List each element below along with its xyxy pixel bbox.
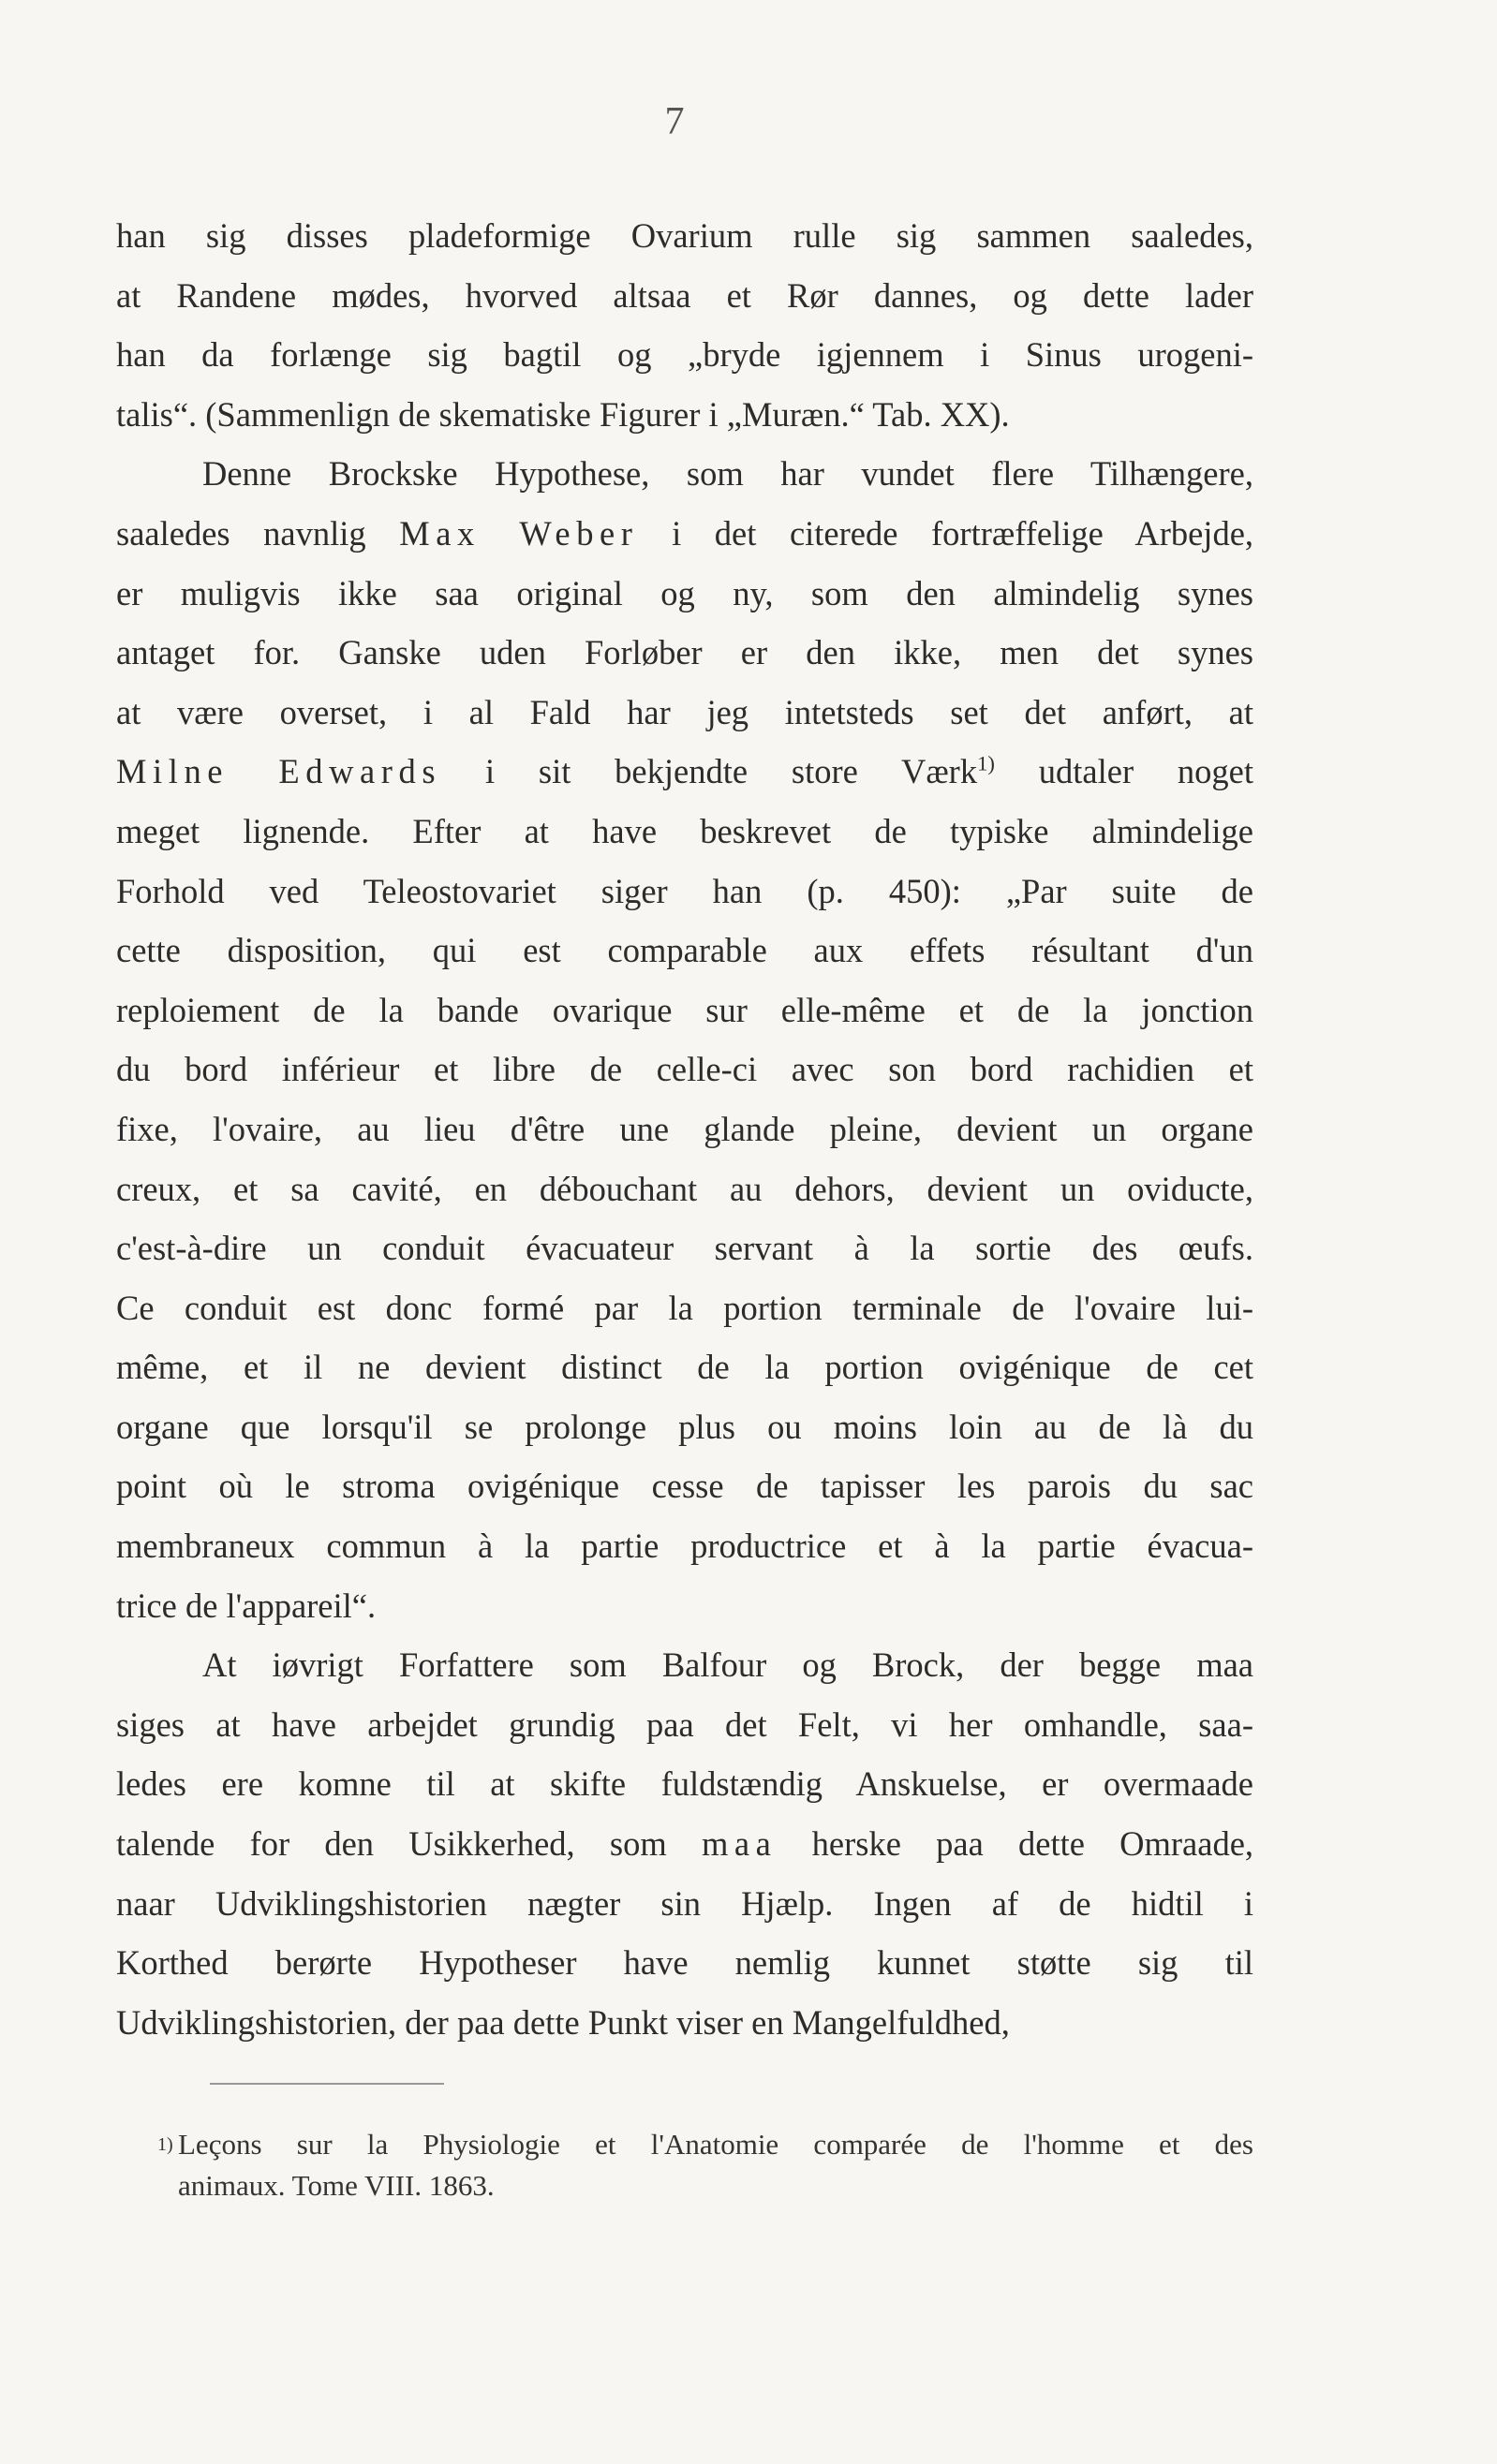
text-line: Korthed berørte Hypotheser have nemlig kunnet støtte sig til [116,1943,1253,1983]
text-fragment: saaledes navnlig [116,513,366,553]
text-line: er muligvis ikke saa original og ny, som den almindelig synes [116,573,1253,612]
text-line: Forhold ved Teleostovariet siger han (p. 450): „Par suite de [116,871,1253,910]
spaced-word: maa [701,1824,778,1864]
text-line: même, et il ne devient distinct de la portion ovigénique de cet [116,1348,1253,1387]
text-fragment: i sit bekjendte store Værk [484,752,978,791]
spaced-author-name: Max Weber [399,513,639,553]
text-line-with-name [116,504,1253,564]
text-line: siges at have arbejdet grundig paa det Felt, vi her omhandle, saa- [116,1704,1253,1744]
text-line: organe que lorsqu'il se prolonge plus ou moins loin au de là du [116,1407,1253,1446]
text-line: trice de l'appareil“. [116,1586,377,1625]
text-line: meget lignende. Efter at have beskrevet de typiske almindelige [116,811,1253,850]
text-line: At iøvrigt Forfattere som Balfour og Brock, der begge maa [202,1645,1253,1685]
text-line: creux, et sa cavité, en débouchant au dehors, devient un oviducte, [116,1169,1253,1208]
text-fragment: talende for den Usikkerhed, som [116,1824,667,1864]
text-line: ledes ere komne til at skifte fuldstændig Anskuelse, er overmaade [116,1764,1253,1804]
text-line: Ce conduit est donc formé par la portion terminale de l'ovaire lui- [116,1288,1253,1327]
text-line: talis“. (Sammenlign de skematiske Figurer i „Muræn.“ Tab. XX). [116,394,1010,434]
text-line: Denne Brockske Hypothese, som har vundet flere Tilhængere, [202,454,1253,494]
text-line: point où le stroma ovigénique cesse de tapisser les parois du sac [116,1467,1253,1506]
text-line: reploiement de la bande ovarique sur elle-même et de la jonction [116,990,1253,1029]
footnote-line: Leçons sur la Physiologie et l'Anatomie comparée de l'homme et des [178,2128,1253,2161]
text-line: c'est-à-dire un conduit évacuateur servant à la sortie des œufs. [116,1229,1253,1268]
text-line-with-spaced-word [116,1814,1253,1874]
text-line: antaget for. Ganske uden Forløber er den ikke, men det synes [116,633,1253,672]
footnote-divider [210,2083,444,2085]
text-line: Udviklingshistorien, der paa dette Punkt viser en Mangelfuldhed, [116,2002,1010,2042]
text-line-with-name [116,742,1253,802]
footnote-reference: 1) [977,751,995,775]
text-line: cette disposition, qui est comparable aux effets résultant d'un [116,931,1253,970]
text-line: at Randene mødes, hvorved altsaa et Rør dannes, og dette lader [116,275,1253,315]
text-line: han da forlænge sig bagtil og „bryde igjennem i Sinus urogeni- [116,335,1253,375]
body-text [116,206,1253,2052]
text-line: naar Udviklingshistorien nægter sin Hjælp. Ingen af de hidtil i [116,1883,1253,1923]
footnote [157,2124,1253,2206]
text-line: fixe, l'ovaire, au lieu d'être une glande pleine, devient un organe [116,1109,1253,1148]
spaced-author-name: Milne Edwards [116,752,442,791]
text-fragment: i det citerede fortræffelige Arbejde, [672,513,1254,553]
text-line: du bord inférieur et libre de celle-ci avec son bord rachidien et [116,1050,1253,1089]
text-line: han sig disses pladeformige Ovarium rulle sig sammen saaledes, [116,216,1253,255]
footnote-line: animaux. Tome VIII. 1863. [178,2169,495,2202]
text-line: membraneux commun à la partie productrice et à la partie évacua- [116,1527,1253,1566]
page-number: 7 [664,100,685,143]
footnote-marker: 1) [157,2134,173,2155]
text-line: at være overset, i al Fald har jeg intetsteds set det anført, at [116,692,1253,731]
text-fragment: udtaler noget [1038,752,1254,791]
text-fragment: herske paa dette Omraade, [811,1824,1254,1864]
